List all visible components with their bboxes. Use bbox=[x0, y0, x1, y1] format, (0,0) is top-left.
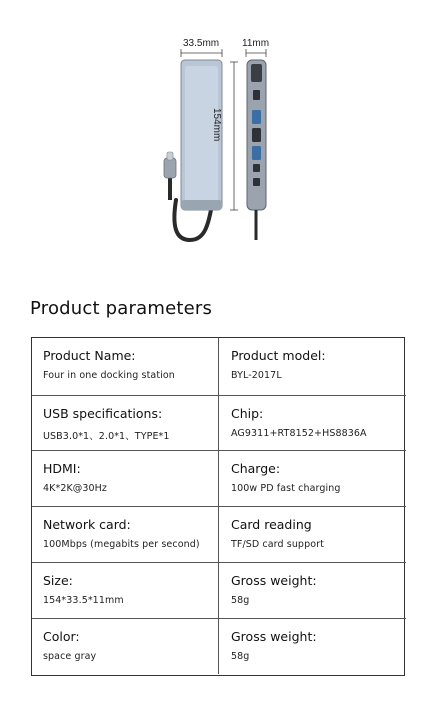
spec-cell-charge bbox=[219, 451, 406, 507]
spec-value: 58g bbox=[231, 595, 250, 606]
spec-value: Four in one docking station bbox=[43, 370, 175, 381]
spec-cell-gross-weight bbox=[219, 563, 406, 619]
spec-label: Color: bbox=[43, 629, 80, 644]
spec-value: 58g bbox=[231, 651, 250, 662]
spec-label: Card reading bbox=[231, 517, 312, 532]
spec-label: Product model: bbox=[231, 348, 326, 363]
spec-value: 100w PD fast charging bbox=[231, 483, 341, 494]
spec-label: Chip: bbox=[231, 406, 264, 421]
spec-value: USB3.0*1、2.0*1、TYPE*1 bbox=[43, 431, 170, 442]
page-title: Product parameters bbox=[30, 298, 213, 320]
dimension-depth-label: 11mm bbox=[242, 38, 270, 49]
spec-label: Charge: bbox=[231, 461, 281, 476]
spec-cell-network bbox=[32, 507, 219, 563]
spec-label: Gross weight: bbox=[231, 573, 317, 588]
spec-value: TF/SD card support bbox=[231, 539, 324, 550]
spec-label: Size: bbox=[43, 573, 73, 588]
spec-value: space gray bbox=[43, 651, 97, 662]
spec-value: 100Mbps (megabits per second) bbox=[43, 539, 200, 550]
spec-cell-card-reading bbox=[219, 507, 406, 563]
spec-label: HDMI: bbox=[43, 461, 81, 476]
spec-table bbox=[31, 337, 405, 676]
spec-label: Gross weight: bbox=[231, 629, 317, 644]
spec-cell-usb bbox=[32, 396, 219, 451]
spec-label: USB specifications: bbox=[43, 406, 163, 421]
spec-cell-gross-weight-2 bbox=[219, 619, 406, 674]
product-image bbox=[0, 0, 437, 260]
spec-label: Product Name: bbox=[43, 348, 136, 363]
spec-label: Network card: bbox=[43, 517, 131, 532]
spec-cell-product-model bbox=[219, 338, 406, 396]
spec-value: 4K*2K@30Hz bbox=[43, 483, 108, 494]
spec-cell-size bbox=[32, 563, 219, 619]
dimension-width-label: 33.5mm bbox=[183, 38, 220, 49]
spec-value: AG9311+RT8152+HS8836A bbox=[231, 428, 367, 439]
spec-cell-color bbox=[32, 619, 219, 674]
spec-cell-chip bbox=[219, 396, 406, 451]
spec-cell-hdmi bbox=[32, 451, 219, 507]
spec-value: BYL-2017L bbox=[231, 370, 282, 381]
dimension-length-label: 154mm bbox=[211, 108, 222, 142]
spec-value: 154*33.5*11mm bbox=[43, 595, 124, 606]
spec-cell-product-name bbox=[32, 338, 219, 396]
